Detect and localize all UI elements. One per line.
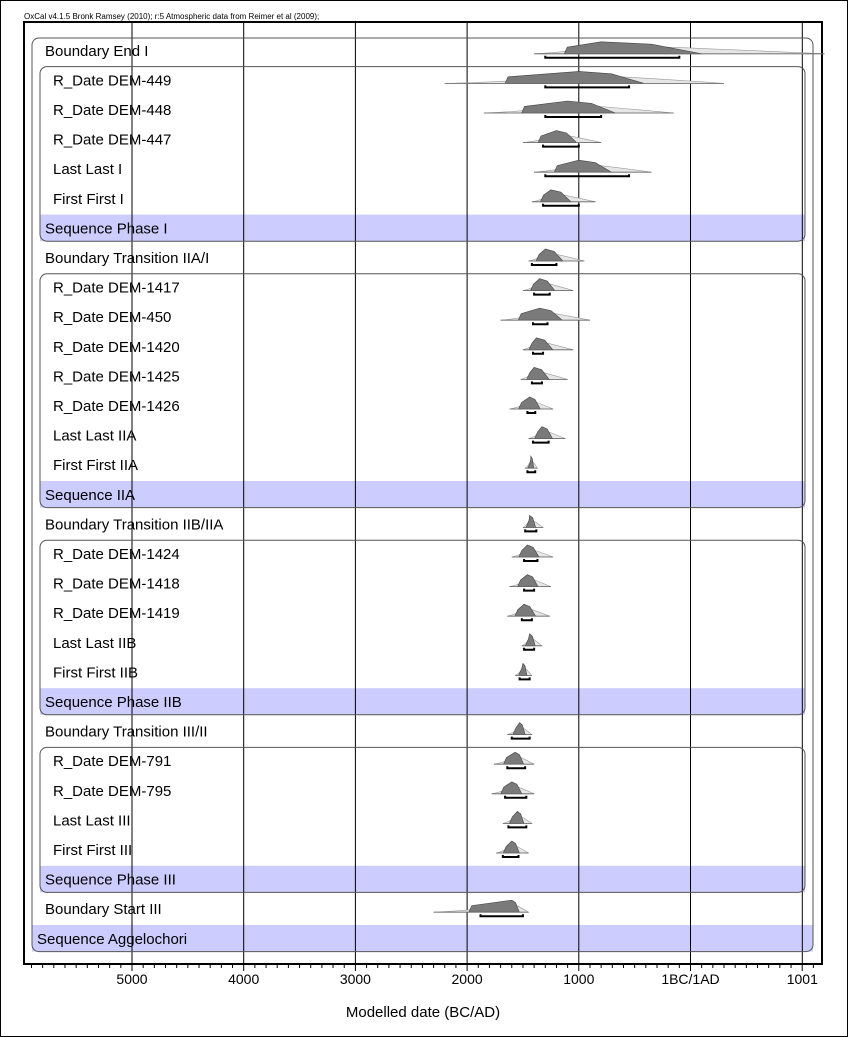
x-tick-label: 2000	[451, 971, 483, 987]
posterior-shape	[519, 663, 527, 675]
posterior-shape	[501, 782, 522, 794]
hpd-bracket	[533, 352, 543, 354]
hpd-bracket	[532, 381, 542, 383]
row-label: Last Last IIB	[53, 634, 137, 652]
row-label: Sequence Phase I	[45, 220, 168, 238]
x-tick-label: 4000	[228, 971, 260, 987]
posterior-shape	[525, 634, 535, 646]
posterior-shape	[513, 723, 525, 735]
hpd-bracket	[533, 441, 549, 443]
row-label: R_Date DEM-1420	[53, 338, 180, 356]
row-label: Last Last III	[53, 812, 131, 830]
hpd-bracket	[503, 855, 519, 857]
row-label: R_Date DEM-1425	[53, 368, 180, 386]
row-label: Boundary Transition IIB/IIA	[45, 516, 224, 534]
row-label: Sequence Phase IIB	[45, 694, 182, 711]
row-label: R_Date DEM-448	[53, 102, 172, 119]
posterior-shape	[519, 397, 541, 409]
row-label: R_Date DEM-1418	[53, 575, 180, 593]
hpd-bracket	[545, 85, 629, 87]
hpd-bracket	[543, 204, 579, 206]
row-label: Boundary Transition IIA/I	[45, 250, 210, 267]
row-label: R_Date DEM-1426	[53, 398, 180, 415]
header-note: OxCal v4.1.5 Bronk Ramsey (2010); r:5 Atmospheric data from Reimer et al (2009);	[24, 12, 320, 21]
row-label: Last Last I	[53, 161, 123, 179]
row-label: First First IIA	[53, 457, 138, 475]
row-label: R_Date DEM-1424	[53, 546, 180, 563]
hpd-bracket	[524, 589, 534, 591]
row-label: R_Date DEM-1419	[53, 605, 180, 623]
hpd-bracket	[524, 648, 534, 650]
hpd-bracket	[533, 322, 548, 324]
x-tick-label: 3000	[339, 971, 371, 987]
posterior-shape	[503, 841, 519, 853]
row-label: R_Date DEM-1417	[53, 279, 180, 297]
hpd-bracket	[520, 677, 530, 679]
row-label: Boundary Transition III/II	[45, 723, 208, 741]
row-label: Boundary Start III	[45, 901, 162, 919]
hpd-bracket	[524, 559, 537, 561]
row-label: First First III	[53, 842, 133, 859]
hpd-bracket	[545, 174, 629, 176]
x-axis-label: Modelled date (BC/AD)	[345, 1004, 501, 1021]
row-label: Sequence Aggelochori	[37, 930, 188, 948]
row-label: First First I	[53, 190, 124, 208]
hpd-bracket	[522, 618, 532, 620]
hpd-bracket	[543, 145, 579, 147]
posterior-shape	[469, 900, 520, 912]
hpd-bracket	[527, 470, 535, 472]
row-label: R_Date DEM-795	[53, 782, 172, 800]
posterior-shape	[518, 575, 538, 587]
hpd-bracket	[512, 737, 530, 739]
x-tick-label: 1000	[563, 971, 595, 987]
row-label: R_Date DEM-791	[53, 753, 172, 771]
x-tick-label: 5000	[116, 971, 148, 987]
hpd-bracket	[545, 115, 601, 117]
x-tick-label: 1BC/1AD	[661, 971, 720, 987]
hpd-bracket	[525, 529, 536, 531]
row-label: Last Last IIA	[53, 427, 137, 445]
hpd-bracket	[545, 56, 679, 58]
row-label: First First IIB	[53, 664, 138, 682]
hpd-bracket	[505, 796, 526, 798]
hpd-bracket	[532, 263, 557, 265]
posterior-shape	[518, 308, 562, 320]
hpd-bracket	[507, 766, 525, 768]
row-label: Boundary End I	[45, 42, 149, 60]
x-tick-label: 1001	[786, 971, 818, 987]
row-label: R_Date DEM-447	[53, 131, 172, 149]
hpd-bracket	[481, 914, 523, 916]
posterior-shape	[505, 71, 644, 83]
row-label: R_Date DEM-449	[53, 72, 172, 90]
row-label: Sequence Phase III	[45, 871, 176, 889]
posterior-shape	[503, 752, 523, 764]
posterior-shape	[509, 811, 524, 823]
row-label: Sequence IIA	[45, 486, 136, 504]
hpd-bracket	[534, 293, 550, 295]
hpd-bracket	[527, 411, 535, 413]
hpd-bracket	[508, 825, 526, 827]
row-label: R_Date DEM-450	[53, 309, 172, 327]
posterior-shape	[528, 456, 534, 468]
